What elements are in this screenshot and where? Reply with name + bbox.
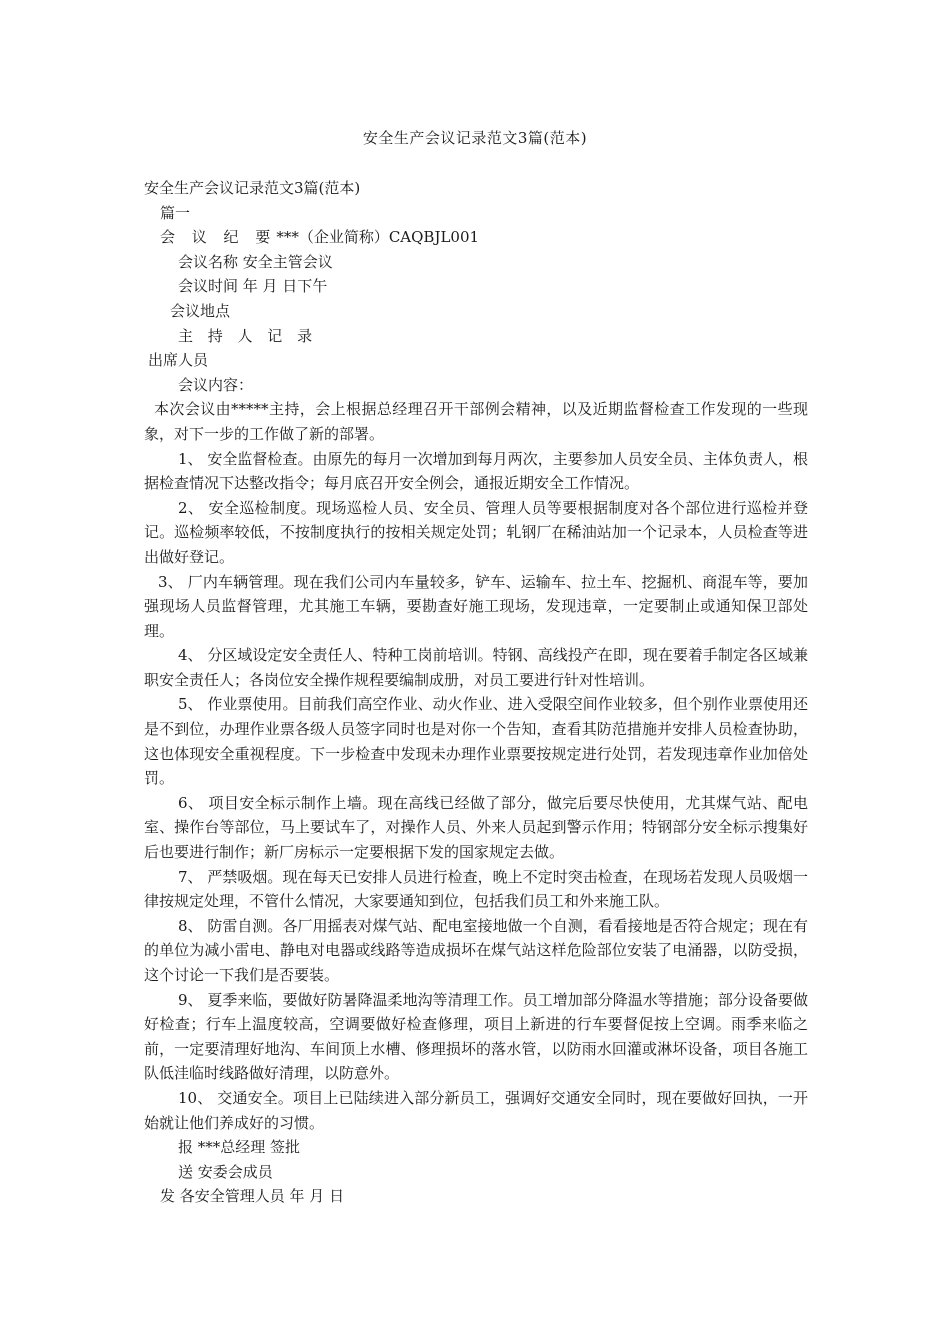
agenda-item: 5、 作业票使用。目前我们高空作业、动火作业、进入受限空间作业较多，但个别作业票使用还是不到位，办理作业票各级人员签字同时也是对你一个告知，查看其防范措施并安排人员检查协助，这也体现安全重视程度。下一步检查中发现未办理作业票要按规定进行处罚，若发现违章作业加倍处罚。	[144, 695, 808, 788]
intro-paragraph: 本次会议由*****主持，会上根据总经理召开干部例会精神，以及近期监督检查工作发现的一些现象，对下一步的工作做了新的部署。	[144, 400, 808, 443]
agenda-item: 3、 厂内车辆管理。现在我们公司内车量较多，铲车、运输车、拉土车、挖掘机、商混车等，要加强现场人员监督管理，尤其施工车辆，要勘查好施工现场，发现违章，一定要制止或通知保卫部处理。	[144, 572, 808, 640]
section-heading: 篇一	[160, 203, 191, 222]
agenda-item: 8、 防雷自测。各厂用摇表对煤气站、配电室接地做一个自测，看看接地是否符合规定；现在有的单位为减小雷电、静电对电器或线路等造成损坏在煤气站这样危险部位安装了电涌器，以防受损，这个讨论一下我们是否要装。	[144, 916, 808, 984]
meeting-name: 会议名称 安全主管会议	[178, 252, 333, 271]
meeting-summary-line	[144, 225, 808, 250]
agenda-item: 10、 交通安全。项目上已陆续进入部分新员工，强调好交通安全同时，现在要做好回执，一开始就让他们养成好的习惯。	[144, 1088, 808, 1132]
doc-title: 安全生产会议记录范文3篇(范本)	[144, 179, 361, 197]
report-line: 报 ***总经理 签批	[178, 1138, 301, 1157]
agenda-item: 9、 夏季来临，要做好防暑降温柔地沟等清理工作。员工增加部分降温水等措施；部分设备要做好检查；行车上温度较高，空调要做好检查修理，项目上新进的行车要督促按上空调。雨季来临之前，一定要清理好地沟、车间顶上水槽、修理损坏的落水管，以防雨水回灌或淋坏设备，项目各施工队低洼临时线路做好清理，以防意外。	[144, 990, 808, 1083]
summary-label: 会 议 纪 要	[160, 228, 277, 247]
page-title: 安全生产会议记录范文3篇(范本)	[362, 129, 588, 147]
agenda-item: 4、 分区域设定安全责任人、特种工岗前培训。特钢、高线投产在即，现在要着手制定各区域兼职安全责任人；各岗位安全操作规程要编制成册，对员工要进行针对性培训。	[144, 646, 808, 689]
meeting-time: 会议时间 年 月 日下午	[178, 277, 328, 296]
company-code: ***（企业简称）CAQBJL001	[276, 228, 480, 247]
attendees: 出席人员	[148, 351, 209, 370]
document-body	[144, 176, 808, 1209]
meeting-place: 会议地点	[170, 301, 231, 320]
agenda-item: 2、 安全巡检制度。现场巡检人员、安全员、管理人员等要根据制度对各个部位进行巡检并登记。巡检频率较低，不按制度执行的按相关规定处罚；轧钢厂在稀油站加一个记录本，人员检查等进出做好登记。	[144, 498, 808, 566]
content-label: 会议内容：	[178, 375, 254, 394]
host-recorder: 主 持 人 记 录	[178, 326, 318, 345]
send-line: 送 安委会成员	[178, 1162, 273, 1181]
agenda-item: 6、 项目安全标示制作上墙。现在高线已经做了部分，做完后要尽快使用，尤其煤气站、配电室、操作台等部位，马上要试车了，对操作人员、外来人员起到警示作用；特钢部分安全标示搜集好后也要进行制作；新厂房标示一定要根据下发的国家规定去做。	[144, 793, 808, 862]
agenda-item: 7、 严禁吸烟。现在每天已安排人员进行检查，晚上不定时突击检查，在现场若发现人员吸烟一律按规定处理，不管什么情况，大家要通知到位，包括我们员工和外来施工队。	[144, 867, 808, 911]
issue-line: 发 各安全管理人员 年 月 日	[160, 1187, 345, 1206]
agenda-item: 1、 安全监督检查。由原先的每月一次增加到每月两次，主要参加人员安全员、主体负责人，根据检查情况下达整改指令；每月底召开安全例会，通报近期安全工作情况。	[144, 449, 808, 493]
